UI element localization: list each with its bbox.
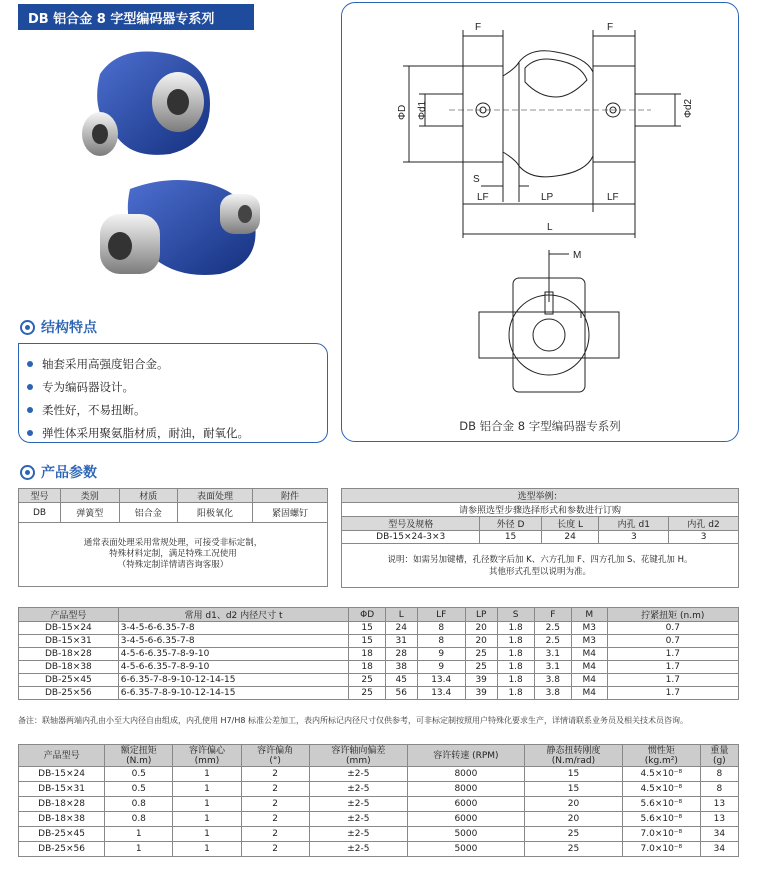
perf-header: 容许转速 (RPM) xyxy=(407,745,524,767)
dim-header: M xyxy=(571,608,607,622)
table-cell: 4.5×10⁻⁸ xyxy=(623,782,701,797)
table-cell: 18 xyxy=(349,661,386,674)
dimension-table xyxy=(18,607,739,700)
table-cell: 8 xyxy=(700,767,738,782)
table-cell: 45 xyxy=(385,674,417,687)
params-heading xyxy=(20,462,97,482)
feature-item: 专为编码器设计。 xyxy=(27,379,319,395)
table-cell: DB-15×31 xyxy=(19,782,105,797)
table-cell: 2 xyxy=(241,767,309,782)
type-table: 型号 类别 材质 表面处理 附件 DB 弹簧型 铝合金 阳极氧化 紧固螺钉 通常表面处理采用常规处理，可接受非标定制， 特殊材料定制，满足特殊工况使用 （特殊定制详情请咨询客服） xyxy=(18,488,328,587)
perf-header: 重量 (g) xyxy=(700,745,738,767)
type-note-2: 特殊材料定制，满足特殊工况使用 xyxy=(109,549,237,559)
table-cell: 1 xyxy=(105,827,173,842)
table-cell: 20 xyxy=(465,635,497,648)
perf-header: 容许偏心 (mm) xyxy=(173,745,241,767)
table-cell: ±2-5 xyxy=(309,812,407,827)
table-cell: 1 xyxy=(173,767,241,782)
table-cell: DB-18×38 xyxy=(19,661,119,674)
table-cell: M4 xyxy=(571,687,607,700)
table-cell: 1.7 xyxy=(607,661,738,674)
table-cell: DB-25×56 xyxy=(19,842,105,857)
table-cell: 7.0×10⁻⁸ xyxy=(623,842,701,857)
table-cell: 0.7 xyxy=(607,635,738,648)
table-cell: ±2-5 xyxy=(309,767,407,782)
table-cell: 6000 xyxy=(407,812,524,827)
feature-item: 轴套采用高强度铝合金。 xyxy=(27,356,319,372)
table-cell: 20 xyxy=(465,622,497,635)
table-row xyxy=(19,661,739,674)
table-cell: 9 xyxy=(417,648,465,661)
table-cell: 6-6.35-7-8-9-10-12-14-15 xyxy=(118,687,349,700)
table-cell: DB-18×28 xyxy=(19,797,105,812)
table-cell: 0.5 xyxy=(105,782,173,797)
table-cell: 0.7 xyxy=(607,622,738,635)
table-row xyxy=(19,635,739,648)
table-cell: 3-4-5-6-6.35-7-8 xyxy=(118,622,349,635)
table-cell: 13 xyxy=(700,797,738,812)
table-cell: 2.5 xyxy=(534,635,571,648)
example-table: 选型举例： 请参照选型步骤选择形式和参数进行订购 型号及规格 外径 D 长度 L 内孔 d1 内孔 d2 DB-15×24-3×3 15 24 3 3 说明：如需另加键槽，孔径数字后加 K、六方孔加 F、四方孔加 S、花键孔加 H。 其他形式孔型以说明为准。 xyxy=(341,488,739,588)
perf-header: 静态扭转刚度 (N.m/rad) xyxy=(524,745,622,767)
bullet-icon xyxy=(27,384,33,390)
example-note-2: 其他形式孔型以说明为准。 xyxy=(488,566,591,577)
table-cell: 6000 xyxy=(407,797,524,812)
dim-d2: Φd2 xyxy=(683,98,694,118)
table-cell: 18 xyxy=(349,648,386,661)
table-cell: 25 xyxy=(465,661,497,674)
table-cell: M3 xyxy=(571,622,607,635)
dim-header: F xyxy=(534,608,571,622)
perf-header: 容许偏角 (°) xyxy=(241,745,309,767)
table-cell: 1 xyxy=(173,842,241,857)
section-circle-icon xyxy=(20,465,35,480)
dim-F-left: F xyxy=(475,22,482,33)
table-row xyxy=(19,827,739,842)
bullet-icon xyxy=(27,430,33,436)
perf-header: 惯性矩 (kg.m²) xyxy=(623,745,701,767)
table-row xyxy=(19,622,739,635)
table-cell: DB-25×45 xyxy=(19,827,105,842)
table-cell: ±2-5 xyxy=(309,782,407,797)
table-cell: 4-5-6-6.35-7-8-9-10 xyxy=(118,648,349,661)
table-cell: 8000 xyxy=(407,767,524,782)
table-cell: M4 xyxy=(571,648,607,661)
drawing-caption: DB 铝合金 8 字型编码器专系列 xyxy=(459,419,621,433)
table-cell: 13 xyxy=(700,812,738,827)
features-title: 结构特点 xyxy=(41,320,97,336)
table-cell: ±2-5 xyxy=(309,827,407,842)
table-cell: DB-25×45 xyxy=(19,674,119,687)
table-cell: 3.8 xyxy=(534,674,571,687)
table-cell: 25 xyxy=(465,648,497,661)
table-cell: 1.7 xyxy=(607,674,738,687)
table-cell: 2 xyxy=(241,827,309,842)
table-cell: 3.8 xyxy=(534,687,571,700)
table-cell: 1.8 xyxy=(497,661,534,674)
table-cell: 34 xyxy=(700,842,738,857)
table-cell: 3-4-5-6-6.35-7-8 xyxy=(118,635,349,648)
table-cell: 8 xyxy=(417,635,465,648)
dim-header: 产品型号 xyxy=(19,608,119,622)
table-cell: 15 xyxy=(524,767,622,782)
table-cell: 25 xyxy=(524,842,622,857)
dim-header: LP xyxy=(465,608,497,622)
table-cell: M4 xyxy=(571,674,607,687)
table-cell: 1.7 xyxy=(607,687,738,700)
table-cell: DB-15×24 xyxy=(19,622,119,635)
table-cell: DB-18×28 xyxy=(19,648,119,661)
dim-LF-left: LF xyxy=(477,192,489,203)
table-cell: 6-6.35-7-8-9-10-12-14-15 xyxy=(118,674,349,687)
bullet-icon xyxy=(27,407,33,413)
table-cell: 3.1 xyxy=(534,648,571,661)
example-note-1: 说明：如需另加键槽，孔径数字后加 K、六方孔加 F、四方孔加 S、花键孔加 H。 xyxy=(387,554,693,565)
dim-header: L xyxy=(385,608,417,622)
table-cell: DB-25×56 xyxy=(19,687,119,700)
table-cell: 2 xyxy=(241,797,309,812)
dim-header: ΦD xyxy=(349,608,386,622)
table-cell: 39 xyxy=(465,674,497,687)
table-cell: 0.8 xyxy=(105,797,173,812)
table-cell: 56 xyxy=(385,687,417,700)
table-cell: 8 xyxy=(700,782,738,797)
table-row xyxy=(19,797,739,812)
table-cell: 2 xyxy=(241,782,309,797)
table-cell: 1.8 xyxy=(497,648,534,661)
table-cell: 8 xyxy=(417,622,465,635)
table-cell: 1.8 xyxy=(497,635,534,648)
type-note-1: 通常表面处理采用常规处理，可接受非标定制， xyxy=(83,538,263,548)
page-title: DB 铝合金 8 字型编码器专系列 xyxy=(18,4,254,30)
table-cell: 2 xyxy=(241,842,309,857)
dim-header: 常用 d1、d2 内径尺寸 t xyxy=(118,608,349,622)
perf-header: 额定扭矩 (N.m) xyxy=(105,745,173,767)
table-cell: 3.1 xyxy=(534,661,571,674)
table-cell: 1.8 xyxy=(497,622,534,635)
table-cell: 5.6×10⁻⁸ xyxy=(623,812,701,827)
table-cell: 5000 xyxy=(407,827,524,842)
table-cell: 1 xyxy=(173,812,241,827)
table-cell: 1.7 xyxy=(607,648,738,661)
dim-LF-right: LF xyxy=(607,192,619,203)
table-cell: 5.6×10⁻⁸ xyxy=(623,797,701,812)
table-row xyxy=(19,648,739,661)
table-cell: 25 xyxy=(524,827,622,842)
table-cell: 4.5×10⁻⁸ xyxy=(623,767,701,782)
section-circle-icon xyxy=(20,320,35,335)
table-cell: DB-18×38 xyxy=(19,812,105,827)
table-cell: 20 xyxy=(524,812,622,827)
table-cell: 13.4 xyxy=(417,687,465,700)
table-cell: ±2-5 xyxy=(309,842,407,857)
table-cell: 0.5 xyxy=(105,767,173,782)
table-row xyxy=(19,782,739,797)
technical-drawing xyxy=(341,2,739,417)
table-cell: 25 xyxy=(349,674,386,687)
table-cell: 1 xyxy=(173,797,241,812)
table-cell: 24 xyxy=(385,622,417,635)
dim-header: S xyxy=(497,608,534,622)
table-cell: 34 xyxy=(700,827,738,842)
table-cell: 2 xyxy=(241,812,309,827)
dim-S: S xyxy=(473,174,480,185)
table-cell: 1 xyxy=(173,827,241,842)
table-cell: DB-15×31 xyxy=(19,635,119,648)
table-cell: M4 xyxy=(571,661,607,674)
table-row xyxy=(19,767,739,782)
dim-D: ΦD xyxy=(397,104,408,120)
type-note-3: （特殊定制详情请咨询客服） xyxy=(117,560,229,570)
dim-d1: Φd1 xyxy=(417,100,428,120)
table-cell: M3 xyxy=(571,635,607,648)
table-cell: 13.4 xyxy=(417,674,465,687)
features-heading xyxy=(20,317,97,337)
dim-LP: LP xyxy=(541,192,554,203)
perf-header: 产品型号 xyxy=(19,745,105,767)
dim-L: L xyxy=(547,222,553,233)
table-cell: 25 xyxy=(349,687,386,700)
table-cell: 39 xyxy=(465,687,497,700)
table-row xyxy=(19,842,739,857)
dimension-note: 备注：联轴器两端内孔由小至大内径自由组成，内孔使用 H7/H8 标准公差加工，表内所标记内径尺寸仅供参考，可非标定制按照用户特殊化要求生产，详情请联系业务员及相关技术员咨询。 xyxy=(18,716,688,725)
table-cell: 38 xyxy=(385,661,417,674)
table-row xyxy=(19,674,739,687)
feature-item: 弹性体采用聚氨脂材质，耐油，耐氧化。 xyxy=(27,425,319,441)
table-cell: 20 xyxy=(524,797,622,812)
dim-F-right: F xyxy=(607,22,614,33)
dim-M: M xyxy=(573,250,582,261)
features-box xyxy=(18,343,328,443)
table-cell: 2.5 xyxy=(534,622,571,635)
table-cell: 9 xyxy=(417,661,465,674)
table-cell: 31 xyxy=(385,635,417,648)
table-cell: 15 xyxy=(349,622,386,635)
table-cell: 1.8 xyxy=(497,674,534,687)
perf-header: 容许轴向偏差 (mm) xyxy=(309,745,407,767)
table-cell: 28 xyxy=(385,648,417,661)
dim-header: LF xyxy=(417,608,465,622)
performance-table xyxy=(18,744,739,857)
params-title: 产品参数 xyxy=(41,465,97,481)
table-row xyxy=(19,687,739,700)
table-row xyxy=(19,812,739,827)
table-cell: 7.0×10⁻⁸ xyxy=(623,827,701,842)
table-cell: 1 xyxy=(105,842,173,857)
table-cell: 5000 xyxy=(407,842,524,857)
table-cell: 1 xyxy=(173,782,241,797)
table-cell: 15 xyxy=(349,635,386,648)
table-cell: 8000 xyxy=(407,782,524,797)
table-cell: DB-15×24 xyxy=(19,767,105,782)
table-cell: 4-5-6-6.35-7-8-9-10 xyxy=(118,661,349,674)
dim-header: 拧紧扭矩 (n.m) xyxy=(607,608,738,622)
feature-item: 柔性好，不易扭断。 xyxy=(27,402,319,418)
bullet-icon xyxy=(27,361,33,367)
table-cell: 0.8 xyxy=(105,812,173,827)
table-cell: 1.8 xyxy=(497,687,534,700)
product-photo xyxy=(60,34,280,304)
table-cell: 15 xyxy=(524,782,622,797)
table-cell: ±2-5 xyxy=(309,797,407,812)
